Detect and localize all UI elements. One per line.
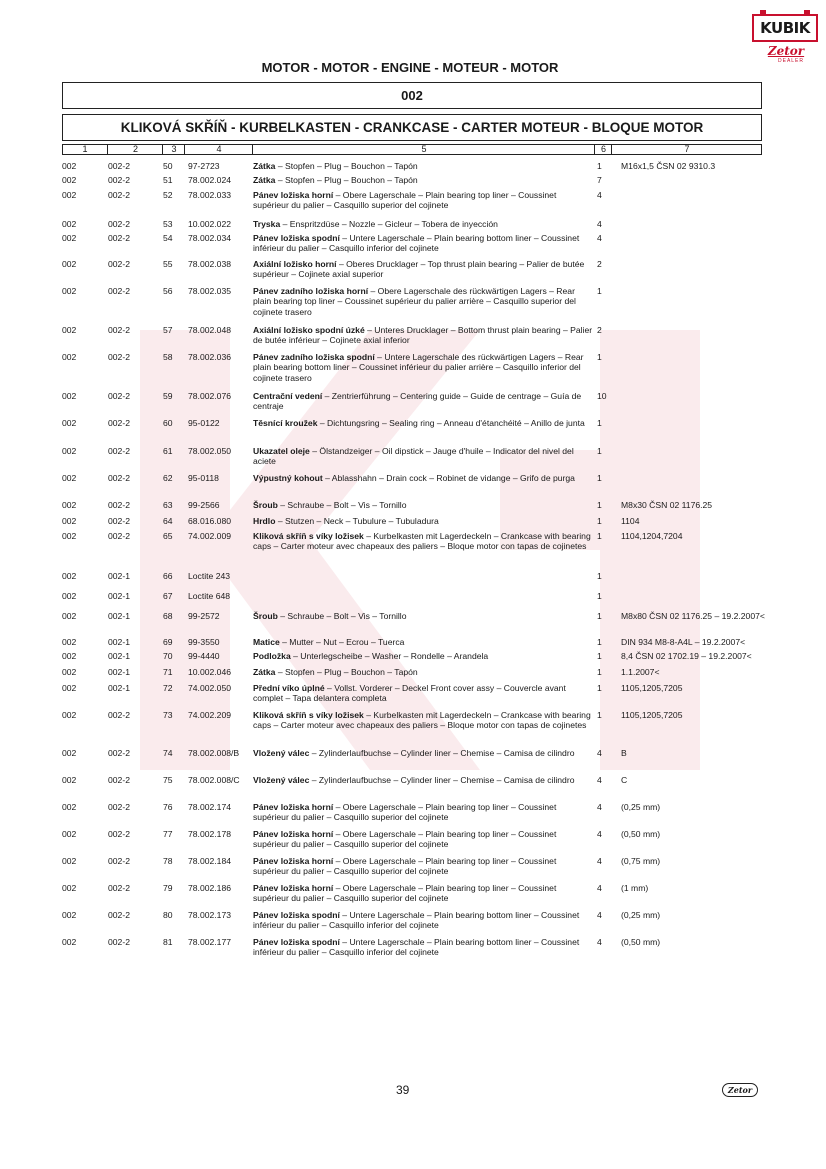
part-number-cell: 78.002.033 <box>188 190 232 200</box>
group-cell: 002 <box>62 775 77 785</box>
part-number-cell: 95-0122 <box>188 418 220 428</box>
quantity-cell: 1 <box>597 571 602 581</box>
part-name: Kliková skříň s víky ložisek <box>253 531 364 541</box>
part-name: Centrační vedení <box>253 391 323 401</box>
part-name: Šroub <box>253 611 278 621</box>
position-cell: 69 <box>163 637 173 647</box>
note-cell: DIN 934 M8-8-A4L – 19.2.2007< <box>621 637 746 647</box>
quantity-cell: 4 <box>597 856 602 866</box>
part-name: Přední víko úplné <box>253 683 325 693</box>
group-cell: 002 <box>62 161 77 171</box>
column-header-4: 4 <box>184 145 253 154</box>
group-cell: 002 <box>62 233 77 243</box>
part-number-cell: 74.002.209 <box>188 710 232 720</box>
group-cell: 002 <box>62 325 77 335</box>
position-cell: 62 <box>163 473 173 483</box>
group-cell: 002 <box>62 591 77 601</box>
description-cell <box>253 286 593 317</box>
part-number-cell: 78.002.177 <box>188 937 232 947</box>
part-translations: – Schraube – Bolt – Vis – Tornillo <box>277 500 407 510</box>
part-translations: – Kurbelkasten mit Lagerdeckeln – Crankcase with bearing caps – Carter moteur avec chapeaux des paliers – Bloque motor con tapas de cojinetes <box>253 710 591 731</box>
part-name: Vložený válec <box>253 775 310 785</box>
subgroup-cell: 002-2 <box>108 391 130 401</box>
group-cell: 002 <box>62 710 77 720</box>
column-header-7: 7 <box>611 145 762 154</box>
part-number-cell: 78.002.050 <box>188 446 232 456</box>
note-cell: M16x1,5 ČSN 02 9310.3 <box>621 161 716 171</box>
position-cell: 59 <box>163 391 173 401</box>
part-number-cell: 78.002.008/B <box>188 748 240 758</box>
subgroup-cell: 002-2 <box>108 325 130 335</box>
section-title: KLIKOVÁ SKŘÍŇ - KURBELKASTEN - CRANKCASE - CARTER MOTEUR - BLOQUE MOTOR <box>62 114 762 141</box>
note-cell: M8x30 ČSN 02 1176.25 <box>621 500 713 510</box>
part-number-cell: 78.002.174 <box>188 802 232 812</box>
position-cell: 53 <box>163 219 173 229</box>
subgroup-cell: 002-2 <box>108 418 130 428</box>
part-translations: – Ölstandzeiger – Oil dipstick – Jauge d'huile – Indicator del nivel del aciete <box>253 446 574 467</box>
subgroup-cell: 002-2 <box>108 937 130 947</box>
kubik-zetor-logo <box>752 14 818 64</box>
note-cell: (0,50 mm) <box>621 937 661 947</box>
group-cell: 002 <box>62 883 77 893</box>
subgroup-cell: 002-1 <box>108 611 130 621</box>
description-cell <box>253 637 593 647</box>
note-cell: (0,25 mm) <box>621 910 661 920</box>
part-number-cell: 99-2572 <box>188 611 220 621</box>
page-heading: MOTOR - MOTOR - ENGINE - MOTEUR - MOTOR <box>261 60 559 75</box>
part-number-cell: 78.002.008/C <box>188 775 240 785</box>
description-cell <box>253 829 593 850</box>
position-cell: 56 <box>163 286 173 296</box>
part-number-cell: 78.002.186 <box>188 883 232 893</box>
part-translations: – Obere Lagerschale des rückwärtigen Lagers – Rear plain bearing top liner – Coussinet supérieur du palier arrière – Casquillo superior del cojinete trasero <box>253 286 576 317</box>
part-translations: – Stopfen – Plug – Bouchon – Tapón <box>275 161 418 171</box>
part-number-cell: 99-3550 <box>188 637 220 647</box>
quantity-cell: 4 <box>597 233 602 243</box>
part-translations: – Untere Lagerschale des rückwärtigen Lagers – Rear plain bearing bottom liner – Coussinet inférieur du palier arrière – Casquillo inferior del cojinete trasero <box>253 352 584 383</box>
part-number-cell: 78.002.038 <box>188 259 232 269</box>
part-translations: – Dichtungsring – Sealing ring – Anneau d'étanchéité – Anillo de junta <box>317 418 585 428</box>
part-translations: – Unteres Drucklager – Bottom thrust plain bearing – Palier de butée inférieur – Cojinete axial inferior <box>253 325 593 346</box>
part-name: Zátka <box>253 667 276 677</box>
group-cell: 002 <box>62 190 77 200</box>
subgroup-cell: 002-1 <box>108 591 130 601</box>
description-cell <box>253 418 593 428</box>
part-name: Těsnící kroužek <box>253 418 318 428</box>
part-translations: – Enspritzdüse – Nozzle – Gicleur – Tobera de inyección <box>280 219 498 229</box>
subgroup-cell: 002-2 <box>108 473 130 483</box>
column-header-row <box>62 144 762 155</box>
part-number-cell: 95-0118 <box>188 473 219 483</box>
subgroup-cell: 002-1 <box>108 637 130 647</box>
subgroup-cell: 002-2 <box>108 829 130 839</box>
position-cell: 70 <box>163 651 173 661</box>
part-name: Pánev ložiska horní <box>253 802 334 812</box>
description-cell <box>253 161 593 171</box>
column-header-3: 3 <box>162 145 185 154</box>
description-cell <box>253 531 593 552</box>
part-number-cell: 78.002.048 <box>188 325 232 335</box>
description-cell <box>253 516 593 526</box>
part-number-cell: 68.016.080 <box>188 516 232 526</box>
position-cell: 76 <box>163 802 173 812</box>
subgroup-cell: 002-2 <box>108 259 130 269</box>
group-cell: 002 <box>62 418 77 428</box>
description-cell <box>253 883 593 904</box>
position-cell: 74 <box>163 748 173 758</box>
column-header-1: 1 <box>82 144 88 154</box>
part-translations: – Stopfen – Plug – Bouchon – Tapón <box>275 175 418 185</box>
subgroup-cell: 002-2 <box>108 516 130 526</box>
part-name: Pánev zadního ložiska horní <box>253 286 369 296</box>
column-header-5: 5 <box>252 145 595 154</box>
position-cell: 66 <box>163 571 173 581</box>
part-name: Pánev ložiska horní <box>253 829 334 839</box>
subgroup-cell: 002-2 <box>108 233 130 243</box>
quantity-cell: 1 <box>597 286 602 296</box>
quantity-cell: 1 <box>597 683 602 693</box>
description-cell <box>253 748 593 758</box>
position-cell: 81 <box>163 937 173 947</box>
part-translations: – Zylinderlaufbuchse – Cylinder liner – Chemise – Camisa de cilindro <box>309 775 575 785</box>
footer-zetor-logo: Zetor <box>722 1083 758 1097</box>
quantity-cell: 1 <box>597 473 602 483</box>
part-number-cell: 74.002.009 <box>188 531 232 541</box>
part-name: Výpustný kohout <box>253 473 323 483</box>
position-cell: 63 <box>163 500 173 510</box>
part-translations: – Zylinderlaufbuchse – Cylinder liner – Chemise – Camisa de cilindro <box>309 748 575 758</box>
group-cell: 002 <box>62 175 77 185</box>
quantity-cell: 1 <box>597 500 602 510</box>
note-cell: 1104 <box>621 516 640 526</box>
quantity-cell: 1 <box>597 611 602 621</box>
position-cell: 80 <box>163 910 173 920</box>
part-name: Matice <box>253 637 280 647</box>
description-cell <box>253 473 593 483</box>
part-name: Pánev ložiska spodní <box>253 233 340 243</box>
part-number-cell: 74.002.050 <box>188 683 232 693</box>
group-cell: 002 <box>62 683 77 693</box>
description-cell <box>253 651 593 661</box>
description-cell <box>253 802 593 823</box>
column-header-2: 2 <box>107 145 163 154</box>
quantity-cell: 1 <box>597 710 602 720</box>
subgroup-cell: 002-2 <box>108 910 130 920</box>
part-translations: – Untere Lagerschale – Plain bearing bottom liner – Coussinet inférieur du palier – Casquillo inferior del cojinete <box>253 937 580 958</box>
note-cell: B <box>621 748 627 758</box>
description-cell <box>253 352 593 383</box>
quantity-cell: 1 <box>597 446 602 456</box>
quantity-cell: 2 <box>597 325 602 335</box>
subgroup-cell: 002-1 <box>108 667 130 677</box>
column-header-6: 6 <box>594 145 612 154</box>
subgroup-cell: 002-2 <box>108 219 130 229</box>
subgroup-cell: 002-2 <box>108 775 130 785</box>
position-cell: 52 <box>163 190 173 200</box>
quantity-cell: 4 <box>597 802 602 812</box>
group-code: 002 <box>62 82 762 109</box>
note-cell: (0,50 mm) <box>621 829 661 839</box>
position-cell: 51 <box>163 175 173 185</box>
part-translations: – Obere Lagerschale – Plain bearing top liner – Coussinet supérieur du palier – Casquillo superior del cojinete <box>253 829 557 850</box>
description-cell <box>253 446 593 467</box>
subgroup-cell: 002-1 <box>108 651 130 661</box>
position-cell: 77 <box>163 829 173 839</box>
subgroup-cell: 002-2 <box>108 286 130 296</box>
quantity-cell: 4 <box>597 883 602 893</box>
group-cell: 002 <box>62 473 77 483</box>
quantity-cell: 4 <box>597 748 602 758</box>
quantity-cell: 1 <box>597 516 602 526</box>
group-cell: 002 <box>62 352 77 362</box>
description-cell <box>253 937 593 958</box>
position-cell: 71 <box>163 667 173 677</box>
part-name: Zátka <box>253 175 276 185</box>
position-cell: 73 <box>163 710 173 720</box>
part-name: Šroub <box>253 500 278 510</box>
part-name: Pánev ložiska horní <box>253 856 334 866</box>
position-cell: 67 <box>163 591 173 601</box>
position-cell: 50 <box>163 161 173 171</box>
part-translations: – Mutter – Nut – Ecrou – Tuerca <box>279 637 405 647</box>
part-number-cell: Loctite 243 <box>188 571 231 581</box>
note-cell: 1105,1205,7205 <box>621 683 683 693</box>
subgroup-cell: 002-2 <box>108 175 130 185</box>
subgroup-cell: 002-2 <box>108 190 130 200</box>
description-cell <box>253 500 593 510</box>
part-name: Axiální ložisko horní <box>253 259 337 269</box>
group-cell: 002 <box>62 637 77 647</box>
part-name: Pánev ložiska horní <box>253 883 334 893</box>
description-cell <box>253 219 593 229</box>
note-cell: 1104,1204,7204 <box>621 531 683 541</box>
description-cell <box>253 233 593 254</box>
kubik-logo-text: KUBIK <box>752 14 818 42</box>
position-cell: 57 <box>163 325 173 335</box>
description-cell <box>253 175 593 185</box>
zetor-logo-text: Zetor <box>767 44 805 58</box>
part-name: Pánev ložiska horní <box>253 190 334 200</box>
position-cell: 79 <box>163 883 173 893</box>
part-number-cell: 78.002.178 <box>188 829 232 839</box>
part-translations: – Stutzen – Neck – Tubulure – Tubuladura <box>275 516 439 526</box>
subgroup-cell: 002-2 <box>108 802 130 812</box>
note-cell: (0,75 mm) <box>621 856 661 866</box>
part-number-cell: 78.002.173 <box>188 910 232 920</box>
quantity-cell: 7 <box>597 175 602 185</box>
position-cell: 54 <box>163 233 173 243</box>
group-cell: 002 <box>62 829 77 839</box>
subgroup-cell: 002-2 <box>108 352 130 362</box>
group-cell: 002 <box>62 856 77 866</box>
group-cell: 002 <box>62 500 77 510</box>
description-cell <box>253 710 593 731</box>
part-translations: – Schraube – Bolt – Vis – Tornillo <box>277 611 407 621</box>
subgroup-cell: 002-2 <box>108 748 130 758</box>
quantity-cell: 1 <box>597 531 602 541</box>
part-number-cell: 78.002.076 <box>188 391 232 401</box>
part-number-cell: 10.002.046 <box>188 667 232 677</box>
description-cell <box>253 683 593 704</box>
subgroup-cell: 002-2 <box>108 500 130 510</box>
part-number-cell: 78.002.034 <box>188 233 232 243</box>
description-cell <box>253 856 593 877</box>
note-cell: M8x80 ČSN 02 1176.25 – 19.2.2007< <box>621 611 765 621</box>
part-name: Kliková skříň s víky ložisek <box>253 710 364 720</box>
note-cell: 1105,1205,7205 <box>621 710 683 720</box>
note-cell: (1 mm) <box>621 883 649 893</box>
part-number-cell: 78.002.184 <box>188 856 232 866</box>
subgroup-cell: 002-2 <box>108 710 130 720</box>
page-number: 39 <box>396 1083 410 1097</box>
group-cell: 002 <box>62 286 77 296</box>
group-cell: 002 <box>62 910 77 920</box>
group-cell: 002 <box>62 259 77 269</box>
position-cell: 65 <box>163 531 173 541</box>
quantity-cell: 1 <box>597 651 602 661</box>
part-translations: – Untere Lagerschale – Plain bearing bottom liner – Coussinet inférieur du palier – Casquillo inferior del cojinete <box>253 910 580 931</box>
position-cell: 78 <box>163 856 173 866</box>
group-cell: 002 <box>62 802 77 812</box>
group-cell: 002 <box>62 937 77 947</box>
group-cell: 002 <box>62 531 77 541</box>
group-cell: 002 <box>62 748 77 758</box>
part-translations: – Obere Lagerschale – Plain bearing top liner – Coussinet supérieur du palier – Casquillo superior del cojinete <box>253 190 557 211</box>
position-cell: 72 <box>163 683 173 693</box>
position-cell: 75 <box>163 775 173 785</box>
quantity-cell: 1 <box>597 591 602 601</box>
description-cell <box>253 190 593 211</box>
subgroup-cell: 002-2 <box>108 161 130 171</box>
dealer-logo-text: DEALER <box>778 58 805 64</box>
part-name: Podložka <box>253 651 291 661</box>
part-number-cell: 78.002.035 <box>188 286 232 296</box>
quantity-cell: 4 <box>597 190 602 200</box>
part-translations: – Obere Lagerschale – Plain bearing top liner – Coussinet supérieur du palier – Casquillo superior del cojinete <box>253 802 557 823</box>
part-name: Zátka <box>253 161 276 171</box>
description-cell <box>253 259 593 280</box>
description-cell <box>253 611 593 621</box>
quantity-cell: 1 <box>597 418 602 428</box>
part-translations: – Zentrierführung – Centering guide – Guide de centrage – Guía de centraje <box>253 391 582 412</box>
part-translations: – Stopfen – Plug – Bouchon – Tapón <box>275 667 418 677</box>
position-cell: 60 <box>163 418 173 428</box>
part-translations: – Obere Lagerschale – Plain bearing top liner – Coussinet supérieur du palier – Casquillo superior del cojinete <box>253 856 557 877</box>
quantity-cell: 1 <box>597 637 602 647</box>
quantity-cell: 1 <box>597 352 602 362</box>
position-cell: 55 <box>163 259 173 269</box>
note-cell: 8,4 ČSN 02 1702.19 – 19.2.2007< <box>621 651 752 661</box>
part-translations: – Untere Lagerschale – Plain bearing bottom liner – Coussinet inférieur du palier – Casquillo inferior del cojinete <box>253 233 580 254</box>
quantity-cell: 4 <box>597 775 602 785</box>
position-cell: 61 <box>163 446 173 456</box>
part-number-cell: Loctite 648 <box>188 591 231 601</box>
part-name: Ukazatel oleje <box>253 446 310 456</box>
part-number-cell: 99-4440 <box>188 651 220 661</box>
quantity-cell: 4 <box>597 219 602 229</box>
part-name: Pánev ložiska spodní <box>253 937 340 947</box>
part-name: Pánev zadního ložiska spodní <box>253 352 375 362</box>
part-name: Pánev ložiska spodní <box>253 910 340 920</box>
part-translations: – Oberes Drucklager – Top thrust plain bearing – Palier de butée supérieur – Cojinete axial superior <box>253 259 585 280</box>
position-cell: 68 <box>163 611 173 621</box>
quantity-cell: 10 <box>597 391 607 401</box>
group-cell: 002 <box>62 651 77 661</box>
quantity-cell: 4 <box>597 937 602 947</box>
subgroup-cell: 002-1 <box>108 571 130 581</box>
part-name: Tryska <box>253 219 281 229</box>
group-cell: 002 <box>62 391 77 401</box>
subgroup-cell: 002-2 <box>108 883 130 893</box>
part-name: Axiální ložisko spodní úzké <box>253 325 365 335</box>
note-cell: (0,25 mm) <box>621 802 661 812</box>
part-number-cell: 10.002.022 <box>188 219 232 229</box>
part-translations: – Obere Lagerschale – Plain bearing top liner – Coussinet supérieur du palier – Casquillo superior del cojinete <box>253 883 557 904</box>
note-cell: 1.1.2007< <box>621 667 660 677</box>
group-cell: 002 <box>62 446 77 456</box>
quantity-cell: 2 <box>597 259 602 269</box>
part-translations: – Unterlegscheibe – Washer – Rondelle – Arandela <box>290 651 489 661</box>
quantity-cell: 4 <box>597 829 602 839</box>
subgroup-cell: 002-2 <box>108 531 130 541</box>
position-cell: 64 <box>163 516 173 526</box>
part-name: Vložený válec <box>253 748 310 758</box>
group-cell: 002 <box>62 219 77 229</box>
subgroup-cell: 002-2 <box>108 446 130 456</box>
description-cell <box>253 910 593 931</box>
group-cell: 002 <box>62 516 77 526</box>
note-cell: C <box>621 775 628 785</box>
part-number-cell: 99-2566 <box>188 500 220 510</box>
group-cell: 002 <box>62 571 77 581</box>
quantity-cell: 4 <box>597 910 602 920</box>
part-translations: – Ablasshahn – Drain cock – Robinet de vidange – Grifo de purga <box>322 473 575 483</box>
description-cell <box>253 775 593 785</box>
quantity-cell: 1 <box>597 161 602 171</box>
part-number-cell: 78.002.024 <box>188 175 232 185</box>
part-translations: – Vollst. Vorderer – Deckel Front cover assy – Couvercle avant complet – Tapa delantera completa <box>253 683 566 704</box>
subgroup-cell: 002-2 <box>108 856 130 866</box>
part-number-cell: 78.002.036 <box>188 352 232 362</box>
part-translations: – Kurbelkasten mit Lagerdeckeln – Crankcase with bearing caps – Carter moteur avec chapeaux des paliers – Bloque motor con tapas de cojinetes <box>253 531 591 552</box>
description-cell <box>253 325 593 346</box>
subgroup-cell: 002-1 <box>108 683 130 693</box>
quantity-cell: 1 <box>597 667 602 677</box>
group-cell: 002 <box>62 667 77 677</box>
part-name: Hrdlo <box>253 516 276 526</box>
position-cell: 58 <box>163 352 173 362</box>
description-cell <box>253 667 593 677</box>
description-cell <box>253 391 593 412</box>
group-cell: 002 <box>62 611 77 621</box>
part-number-cell: 97-2723 <box>188 161 220 171</box>
